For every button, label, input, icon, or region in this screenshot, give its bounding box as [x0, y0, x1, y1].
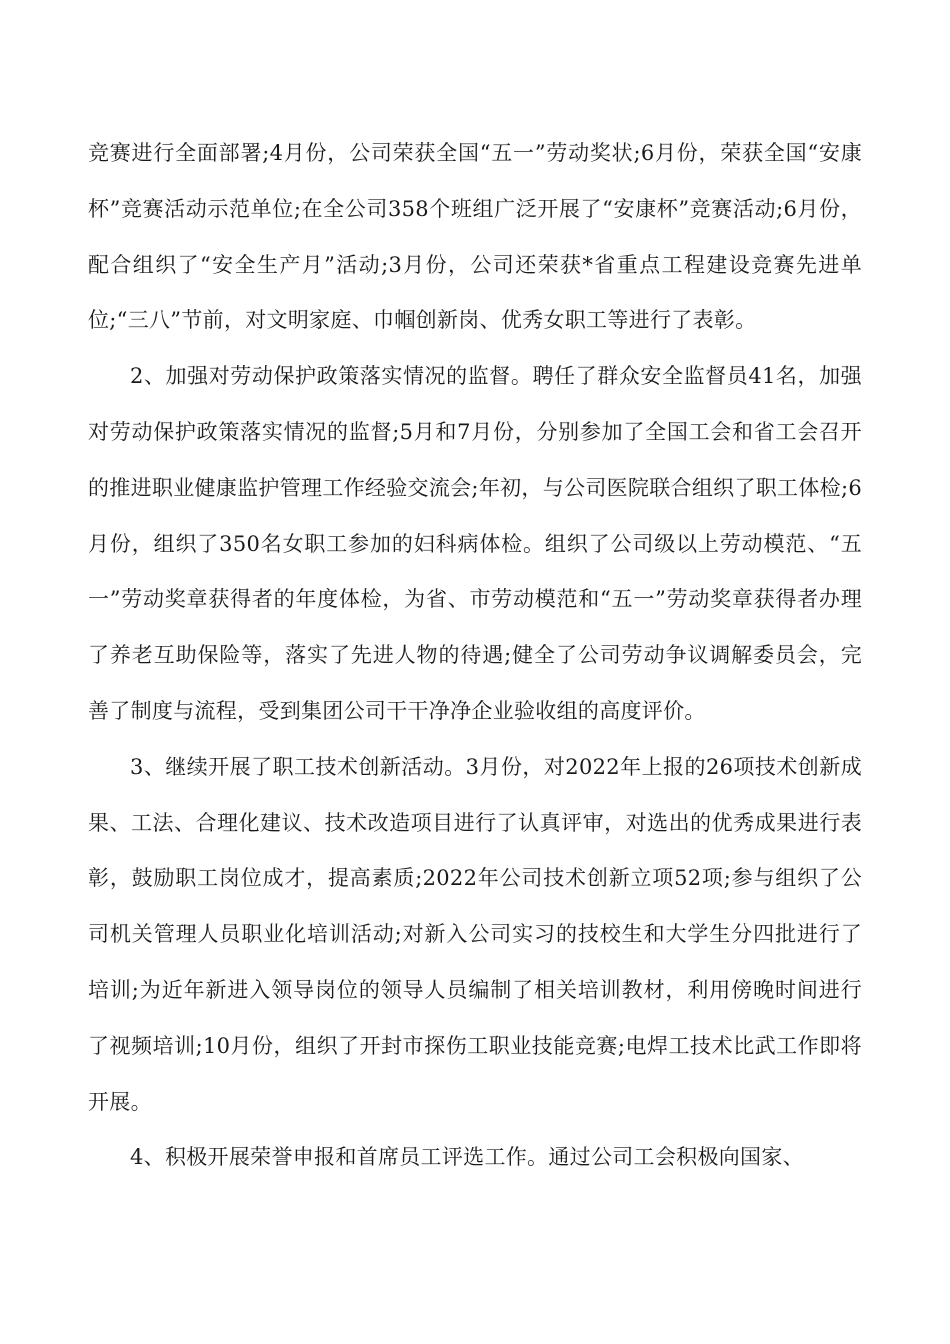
paragraph-continuation: 竞赛进行全面部署;4月份，公司荣获全国“五一”劳动奖状;6月份，荣获全国“安康杯”竞赛活动示范单位;在全公司358个班组广泛开展了“安康杯”竞赛活动;6月份，配合组织了“安全生产月”活动;3月份，公司还荣获*省重点工程建设竞赛先进单位;“三八”节前，对文明家庭、巾帼创新岗、优秀女职工等进行了表彰。: [88, 141, 862, 333]
paragraph-honor-application: 4、积极开展荣誉申报和首席员工评选工作。通过公司工会积极向国家、: [130, 1145, 804, 1170]
document-page: [88, 126, 862, 1186]
paragraph-technical-innovation: 3、继续开展了职工技术创新活动。3月份，对2022年上报的26项技术创新成果、工法、合理化建议、技术改造项目进行了认真评审，对选出的优秀成果进行表彰，鼓励职工岗位成才，提高素质;2022年公司技术创新立项52项;参与组织了公司机关管理人员职业化培训活动;对新入公司实习的技校生和大学生分四批进行了培训;为近年新进入领导岗位的领导人员编制了相关培训教材，利用傍晚时间进行了视频培训;10月份，组织了开封市探伤工职业技能竞赛;电焊工技术比武工作即将开展。: [88, 754, 862, 1114]
paragraph-labor-protection: 2、加强对劳动保护政策落实情况的监督。聘任了群众安全监督员41名，加强对劳动保护政策落实情况的监督;5月和7月份，分别参加了全国工会和省工会召开的推进职业健康监护管理工作经验交流会;年初，与公司医院联合组织了职工体检;6月份，组织了350名女职工参加的妇科病体检。组织了公司级以上劳动模范、“五一”劳动奖章获得者的年度体检，为省、市劳动模范和“五一”劳动奖章获得者办理了养老互助保险等，落实了先进人物的待遇;健全了公司劳动争议调解委员会，完善了制度与流程，受到集团公司干干净净企业验收组的高度评价。: [88, 364, 862, 723]
